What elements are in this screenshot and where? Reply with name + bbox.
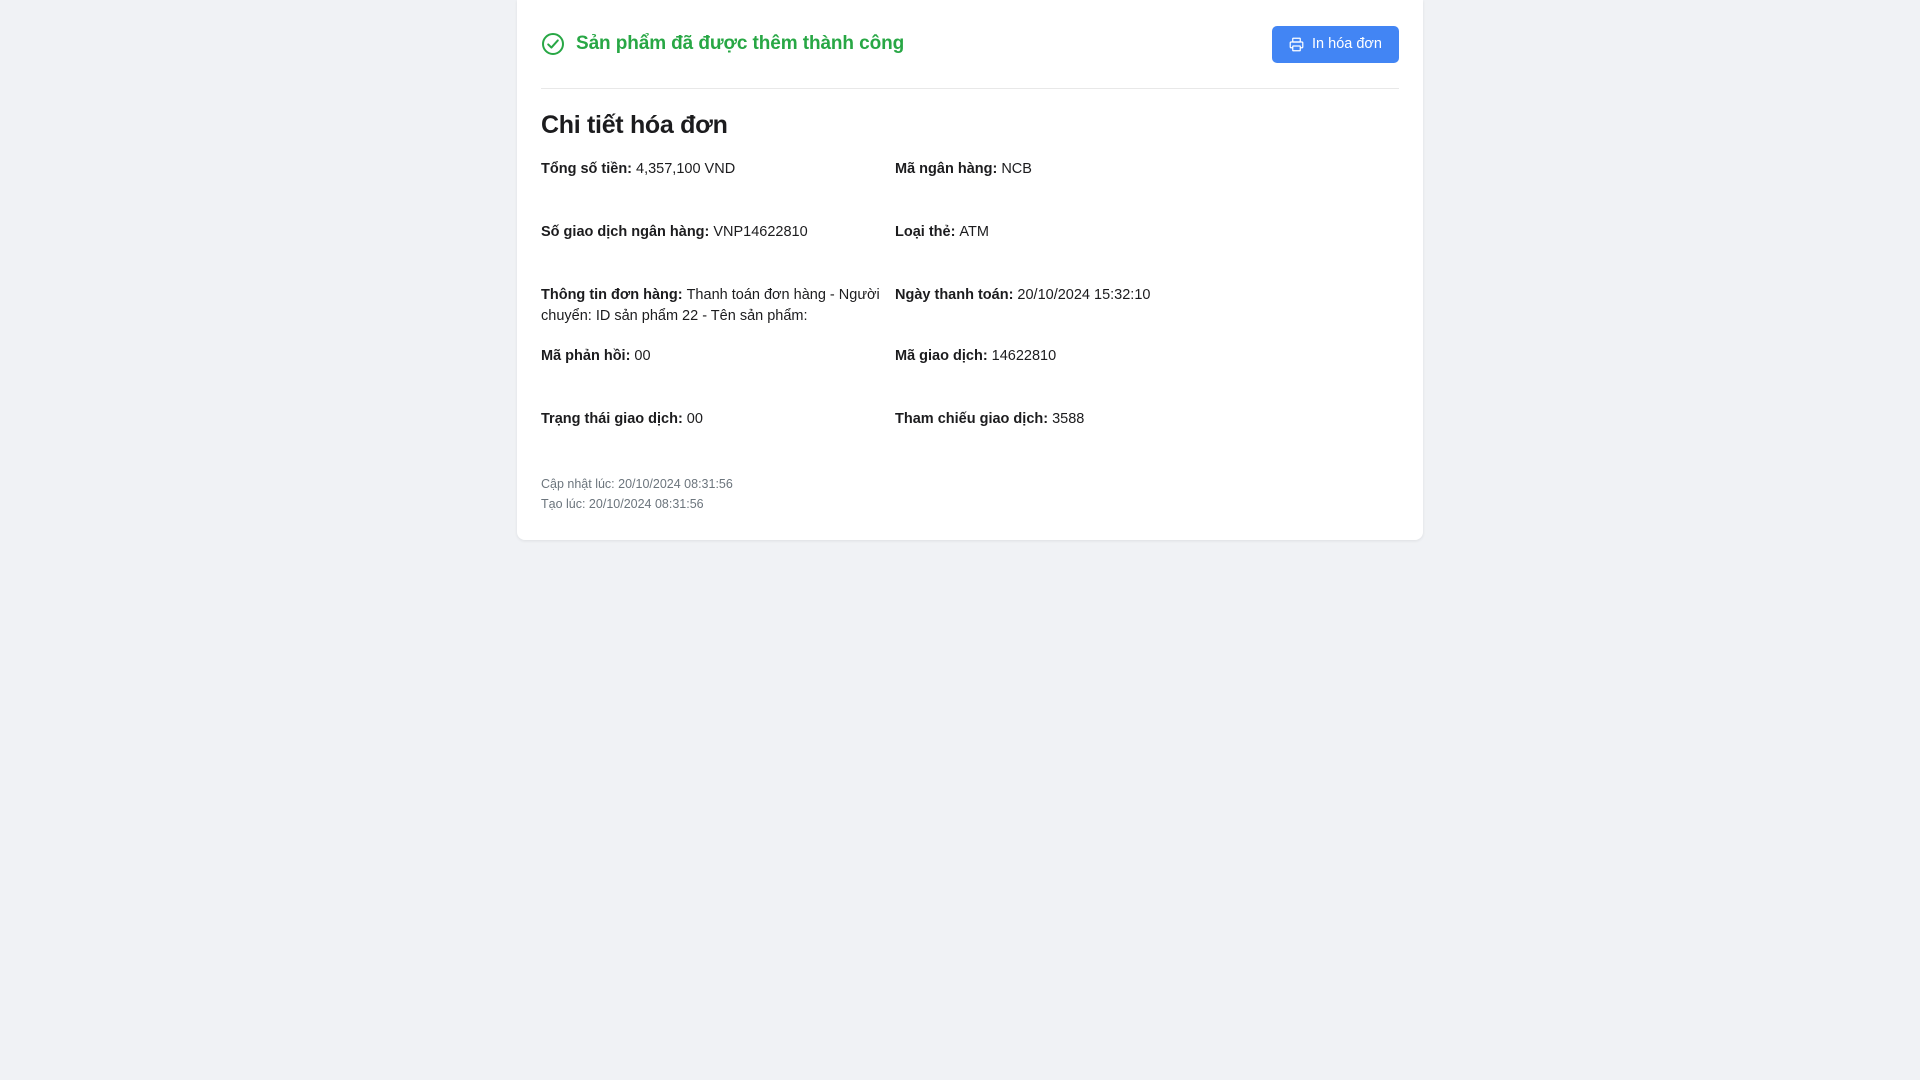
detail-label: Số giao dịch ngân hàng: <box>541 224 710 240</box>
detail-label: Tổng số tiền: <box>541 161 633 177</box>
detail-label: Mã phản hồi: <box>541 348 631 365</box>
detail-value: 14622810 <box>991 348 1057 365</box>
detail-row <box>895 409 1399 448</box>
timestamps <box>541 474 1399 514</box>
print-invoice-button[interactable] <box>1272 26 1399 63</box>
detail-row <box>895 346 1399 385</box>
detail-value: ATM <box>959 224 989 240</box>
detail-value: 3588 <box>1052 411 1085 428</box>
card-header <box>541 0 1399 88</box>
printer-icon <box>1289 37 1304 52</box>
detail-row <box>541 159 895 198</box>
check-circle-icon <box>541 32 565 56</box>
detail-row <box>895 222 1399 261</box>
detail-row <box>541 222 895 261</box>
detail-row <box>895 159 1399 198</box>
detail-value: 20/10/2024 15:32:10 <box>1017 287 1151 303</box>
success-alert <box>541 32 904 56</box>
created-at-text: Tạo lúc: 20/10/2024 08:31:56 <box>541 497 704 512</box>
page-title: Chi tiết hóa đơn <box>541 111 728 139</box>
detail-label: Loại thẻ: <box>895 224 956 240</box>
detail-label: Mã giao dịch: <box>895 348 988 365</box>
success-alert-text: Sản phẩm đã được thêm thành công <box>576 33 905 54</box>
detail-row <box>541 409 895 448</box>
detail-row <box>895 285 1399 327</box>
detail-row <box>541 346 895 385</box>
detail-value: VNP14622810 <box>713 224 808 240</box>
detail-value: NCB <box>1001 161 1032 177</box>
detail-label: Mã ngân hàng: <box>895 161 998 177</box>
updated-at-text: Cập nhật lúc: 20/10/2024 08:31:56 <box>541 477 733 492</box>
detail-row <box>541 285 895 327</box>
detail-label: Ngày thanh toán: <box>895 287 1014 303</box>
invoice-card <box>517 0 1423 540</box>
header-divider <box>541 88 1399 89</box>
detail-label: Tham chiếu giao dịch: <box>895 411 1049 428</box>
invoice-details-grid <box>541 159 1399 448</box>
detail-value: Thanh toán đơn hàng - Người chuyển: ID sản phẩm 22 - Tên sản phẩm: <box>541 287 880 325</box>
detail-label: Thông tin đơn hàng: <box>541 287 683 303</box>
detail-value: 00 <box>634 348 651 365</box>
detail-value: 4,357,100 VND <box>636 161 736 177</box>
detail-label: Trạng thái giao dịch: <box>541 411 683 428</box>
detail-value: 00 <box>686 411 703 428</box>
print-invoice-label: In hóa đơn <box>1312 35 1382 52</box>
